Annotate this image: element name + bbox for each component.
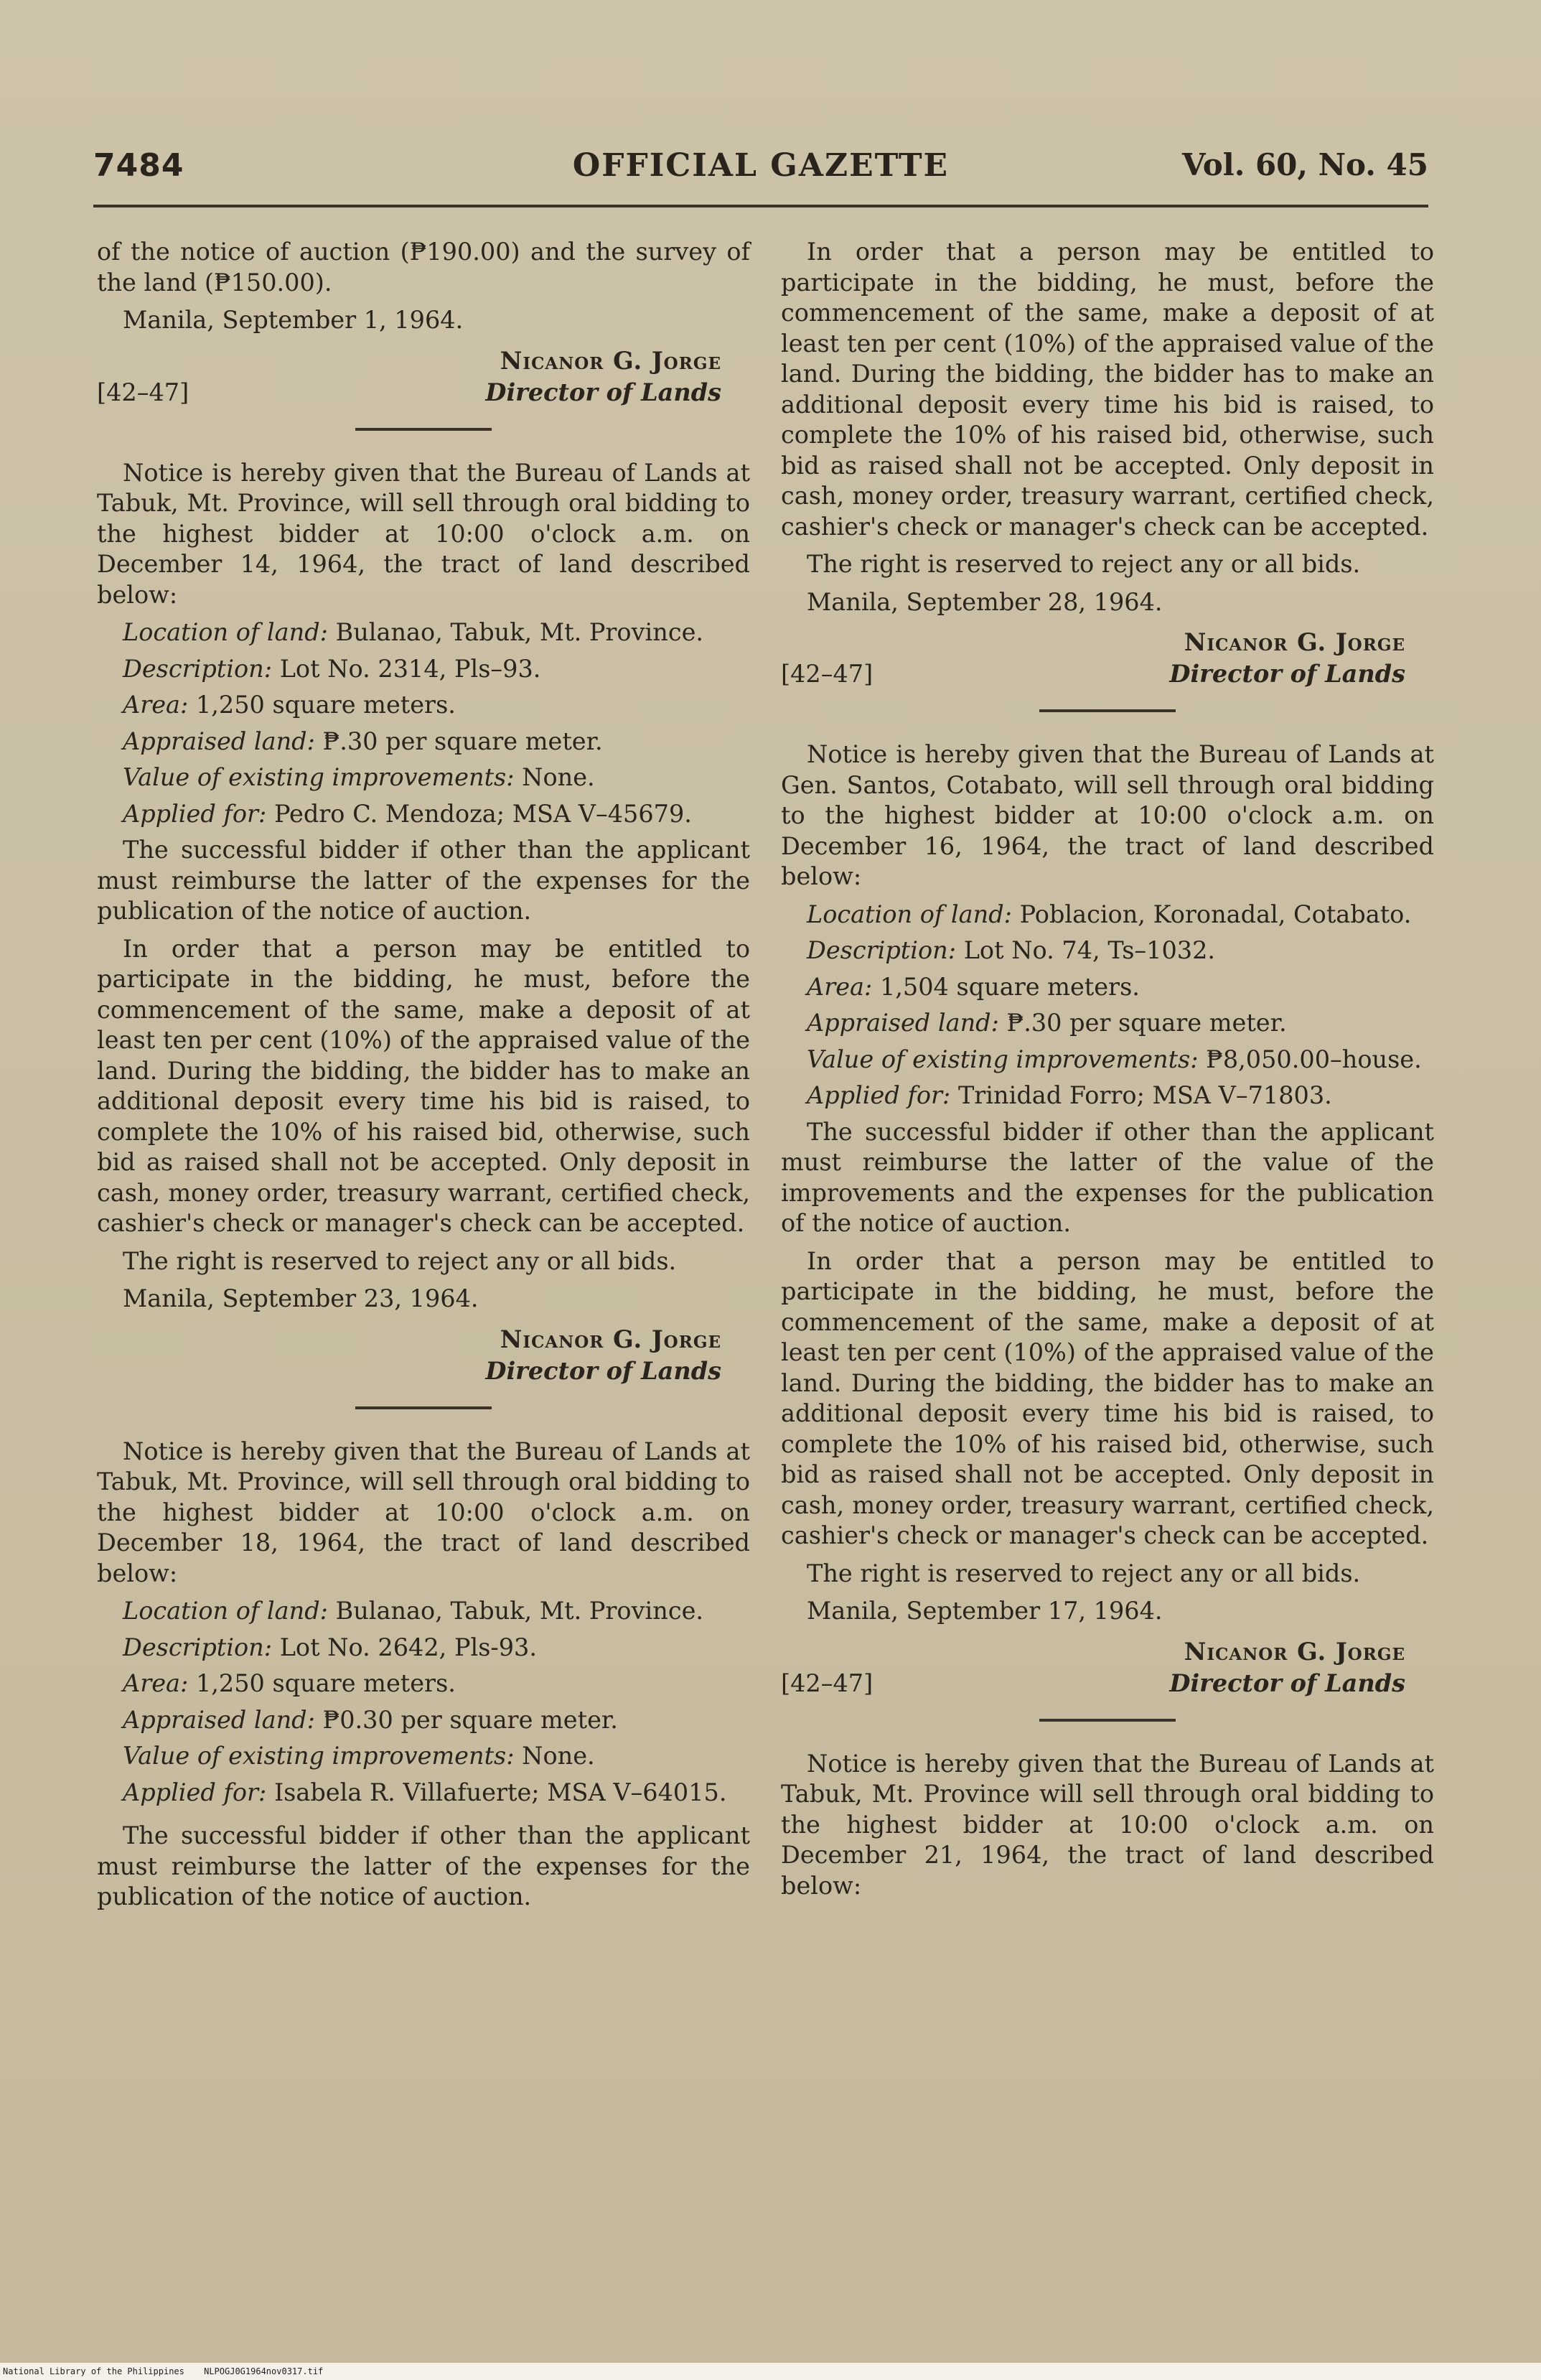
reference-number: [42–47]: [97, 378, 189, 406]
reservation-paragraph: The right is reserved to reject any or all bids.: [807, 1559, 1361, 1587]
signatory-name: Nicanor G. Jorge: [1184, 628, 1405, 656]
signature-block: [97, 346, 750, 415]
reimburse-paragraph: The successful bidder if other than the applicant must reimburse the latter of the expenses for the publication of the notice of auction.: [97, 1821, 750, 1910]
dateline: Manila, September 28, 1964.: [807, 587, 1163, 616]
field-applied: Applied for: Trinidad Forro; MSA V–71803.: [807, 1081, 1332, 1109]
notice-tabuk-2642: [97, 1437, 750, 1913]
header-rule: [93, 205, 1428, 207]
field-appraised: Appraised land: ₱0.30 per square meter.: [123, 1705, 618, 1734]
field-description: Description: Lot No. 2314, Pls–93.: [123, 654, 541, 683]
field-improvements: Value of existing improvements: ₱8,050.00–house.: [807, 1045, 1422, 1073]
field-appraised: Appraised land: ₱.30 per square meter.: [123, 727, 603, 755]
left-column: [97, 237, 750, 1920]
field-applied: Applied for: Isabela R. Villafuerte; MSA V–64015.: [123, 1778, 727, 1806]
dateline: Manila, September 1, 1964.: [123, 306, 464, 334]
section-divider: [355, 428, 492, 431]
reimburse-paragraph: The successful bidder if other than the applicant must reimburse the latter of the value of the improvements and the expenses for the publication of the notice of auction.: [781, 1117, 1434, 1237]
volume-number: Vol. 60, No. 45: [1182, 147, 1428, 182]
reimburse-paragraph: The successful bidder if other than the applicant must reimburse the latter of the expenses for the publication of the notice of auction.: [97, 836, 750, 925]
signatory-title: Director of Lands: [1169, 1669, 1405, 1697]
field-applied: Applied for: Pedro C. Mendoza; MSA V–45679.: [123, 799, 692, 828]
signatory-name: Nicanor G. Jorge: [500, 1325, 721, 1353]
field-location: Location of land: Bulanao, Tabuk, Mt. Province.: [123, 1597, 704, 1625]
scan-footer: [0, 2363, 1541, 2380]
notice-intro: Notice is hereby given that the Bureau of Lands at Tabuk, Mt. Province, will sell through oral bidding to the highest bidder at 10:00 o'clock a.m. on December 18, 1964, the tract of land described below:: [97, 1437, 750, 1587]
field-area: Area: 1,250 square meters.: [123, 1669, 456, 1697]
notice-koronadal-74: [781, 739, 1434, 1706]
signatory-name: Nicanor G. Jorge: [500, 346, 721, 375]
section-divider: [1039, 1719, 1176, 1722]
field-area: Area: 1,504 square meters.: [807, 972, 1140, 1001]
reference-number: [42–47]: [781, 660, 873, 688]
field-description: Description: Lot No. 74, Ts–1032.: [807, 936, 1216, 964]
deposit-paragraph: In order that a person may be entitled to participate in the bidding, he must, before the commencement of the same, make a deposit of at least ten per cent (10%) of the appraised value of the land. During the bidding, the bidder has to make an additional deposit every time his bid is raised, to complete the 10% of his raised bid, otherwise, such bid as raised shall not be accepted. Only deposit in cash, money order, treasury warrant, certified check, cashier's check or manager's check can be accepted.: [781, 1246, 1434, 1549]
notice-tabuk-dec21: [781, 1749, 1434, 1902]
notice-tabuk-2314: [97, 458, 750, 1394]
field-appraised: Appraised land: ₱.30 per square meter.: [807, 1009, 1287, 1037]
signatory-title: Director of Lands: [1169, 660, 1405, 688]
field-location: Location of land: Poblacion, Koronadal, Cotabato.: [807, 900, 1412, 928]
page-header: [93, 147, 1428, 197]
signatory-title: Director of Lands: [485, 1356, 721, 1385]
field-description: Description: Lot No. 2642, Pls-93.: [123, 1633, 537, 1661]
carry-over-text: of the notice of auction (₱190.00) and the survey of the land (₱150.00).: [97, 238, 750, 297]
deposit-paragraph: In order that a person may be entitled to participate in the bidding, he must, before the commencement of the same, make a deposit of at least ten per cent (10%) of the appraised value of the land. During the bidding, the bidder has to make an additional deposit every time his bid is raised, to complete the 10% of his raised bid, otherwise, such bid as raised shall not be accepted. Only deposit in cash, money order, treasury warrant, certified check, cashier's check or manager's check can be accepted.: [781, 238, 1434, 541]
file-name: NLPOGJ0G1964nov0317.tif: [204, 2366, 324, 2376]
page-number: 7484: [93, 147, 184, 184]
dateline: Manila, September 23, 1964.: [123, 1284, 479, 1312]
section-divider: [355, 1406, 492, 1409]
field-improvements: Value of existing improvements: None.: [123, 1742, 595, 1770]
library-credit: National Library of the Philippines: [3, 2366, 184, 2376]
section-divider: [1039, 709, 1176, 712]
notice-intro: Notice is hereby given that the Bureau of Lands at Tabuk, Mt. Province, will sell through oral bidding to the highest bidder at 10:00 o'clock a.m. on December 14, 1964, the tract of land described below:: [97, 458, 750, 609]
deposit-paragraph: In order that a person may be entitled to participate in the bidding, he must, before the commencement of the same, make a deposit of at least ten per cent (10%) of the appraised value of the land. During the bidding, the bidder has to make an additional deposit every time his bid is raised, to complete the 10% of his raised bid, otherwise, such bid as raised shall not be accepted. Only deposit in cash, money order, treasury warrant, certified check, cashier's check or manager's check can be accepted.: [97, 934, 750, 1237]
reference-number: [42–47]: [781, 1669, 873, 1697]
signatory-name: Nicanor G. Jorge: [1184, 1637, 1405, 1666]
signature-block: [781, 1637, 1434, 1706]
notice-intro: Notice is hereby given that the Bureau of Lands at Tabuk, Mt. Province will sell through oral bidding to the highest bidder at 10:00 o'clock a.m. on December 21, 1964, the tract of land described below:: [781, 1749, 1434, 1900]
dateline: Manila, September 17, 1964.: [807, 1597, 1163, 1625]
notice-intro: Notice is hereby given that the Bureau of Lands at Gen. Santos, Cotabato, will sell through oral bidding to the highest bidder at 10:00 o'clock a.m. on December 16, 1964, the tract of land described below:: [781, 740, 1434, 890]
reservation-paragraph: The right is reserved to reject any or all bids.: [807, 550, 1361, 578]
publication-title: OFFICIAL GAZETTE: [572, 147, 950, 184]
signatory-title: Director of Lands: [485, 378, 721, 406]
signature-block: [781, 627, 1434, 696]
right-column: [781, 237, 1434, 1908]
reservation-paragraph: The right is reserved to reject any or all bids.: [123, 1246, 677, 1275]
field-improvements: Value of existing improvements: None.: [123, 763, 595, 791]
field-area: Area: 1,250 square meters.: [123, 691, 456, 719]
signature-block: [97, 1325, 750, 1394]
field-location: Location of land: Bulanao, Tabuk, Mt. Province.: [123, 618, 704, 646]
